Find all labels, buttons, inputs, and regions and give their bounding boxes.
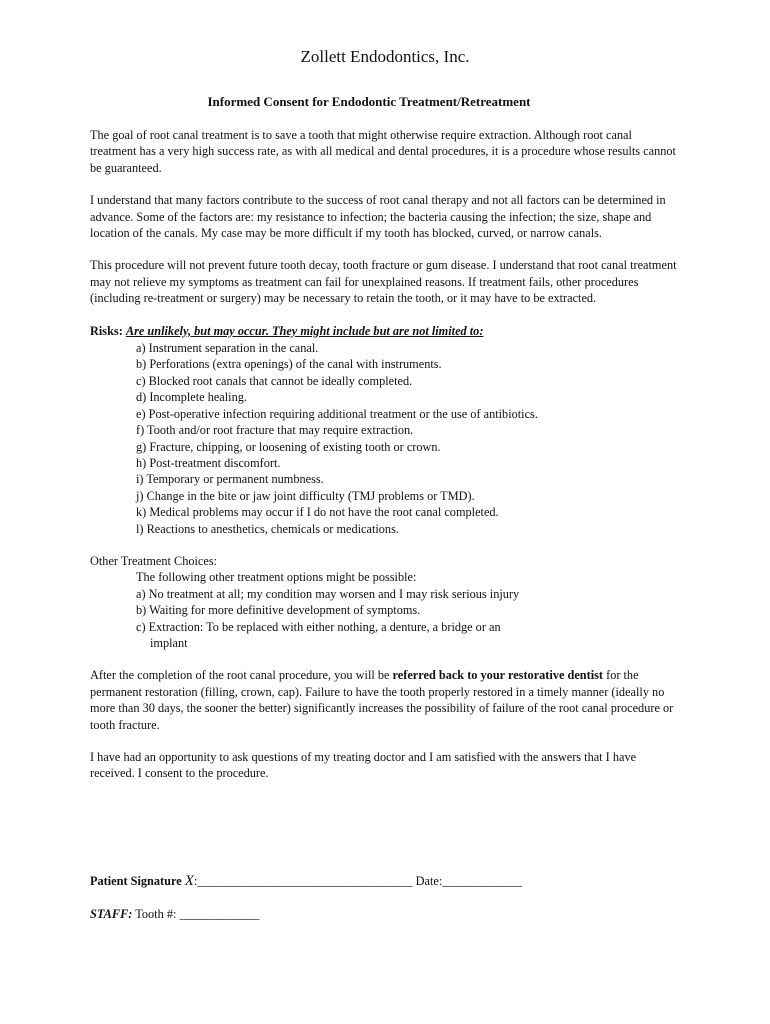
completion-paragraph bbox=[90, 667, 680, 733]
consent-paragraph: I have had an opportunity to ask questions of my treating doctor and I am satisfied with the answers that I have received. I consent to the procedure. bbox=[90, 750, 637, 781]
risk-item: l) Reactions to anesthetics, chemicals or medications. bbox=[136, 521, 399, 536]
other-choices-list bbox=[136, 569, 680, 651]
staff-line bbox=[90, 907, 259, 922]
risk-item: i) Temporary or permanent numbness. bbox=[136, 472, 324, 487]
signature-x-mark: X bbox=[184, 873, 194, 889]
tooth-number-field[interactable]: Tooth #: _____________ bbox=[132, 907, 260, 921]
other-choices-heading: Other Treatment Choices: bbox=[90, 553, 218, 568]
date-field[interactable]: Date:_____________ bbox=[412, 874, 523, 888]
form-body bbox=[90, 127, 680, 798]
risks-heading bbox=[90, 323, 680, 339]
completion-text-before: After the completion of the root canal procedure, you will be bbox=[90, 668, 393, 683]
risk-item: g) Fracture, chipping, or loosening of existing tooth or crown. bbox=[136, 439, 441, 454]
risk-item: f) Tooth and/or root fracture that may require extraction. bbox=[136, 423, 414, 438]
risk-item: a) Instrument separation in the canal. bbox=[136, 341, 319, 356]
other-choices-intro: The following other treatment options might be possible: bbox=[136, 570, 417, 585]
completion-text-after: for the permanent restoration (filling, crown, cap). Failure to have the tooth properly restored in a timely manner (ideally no more than 30 days, the sooner the better) significantly increases the possibility of failure of the root canal procedure or tooth fracture. bbox=[90, 668, 674, 732]
patient-signature-line[interactable] bbox=[90, 873, 522, 890]
risk-item: e) Post-operative infection requiring additional treatment or the use of antibiotics. bbox=[136, 406, 538, 421]
risk-item: k) Medical problems may occur if I do not have the root canal completed. bbox=[136, 505, 499, 520]
patient-signature-label: Patient Signature bbox=[90, 874, 182, 888]
choice-item: b) Waiting for more definitive development of symptoms. bbox=[136, 603, 421, 618]
document-title: Informed Consent for Endodontic Treatment/Retreatment bbox=[207, 94, 531, 109]
staff-label: STAFF: bbox=[90, 907, 133, 921]
risk-item: b) Perforations (extra openings) of the canal with instruments. bbox=[136, 357, 442, 372]
risk-item: c) Blocked root canals that cannot be ideally completed. bbox=[136, 373, 413, 388]
risk-item: j) Change in the bite or jaw joint difficulty (TMJ problems or TMD). bbox=[136, 488, 475, 503]
risk-item: d) Incomplete healing. bbox=[136, 390, 247, 405]
signature-blank[interactable]: :___________________________________ bbox=[193, 874, 413, 888]
factors-paragraph: I understand that many factors contribute to the success of root canal therapy and not all factors can be determined in advance. Some of the factors are: my resistance to infection; the bacteria causing the infection; the size, shape and location of the canals. My case may be more difficult if my tooth has blocked, curved, or narrow canals. bbox=[90, 193, 666, 241]
company-name: Zollett Endodontics, Inc. bbox=[300, 47, 470, 66]
prevention-paragraph: This procedure will not prevent future tooth decay, tooth fracture or gum disease. I understand that root canal treatment may not relieve my symptoms as treatment can fail for unexplained reasons. If treatment fails, other procedures (including re-treatment or surgery) may be necessary to retain the tooth, or it may have to be extracted. bbox=[90, 258, 677, 306]
choice-item: c) Extraction: To be replaced with either nothing, a denture, a bridge or an implant bbox=[136, 619, 501, 650]
completion-referral-emphasis: referred back to your restorative dentist bbox=[392, 668, 604, 683]
risks-list bbox=[136, 340, 680, 537]
goal-paragraph: The goal of root canal treatment is to save a tooth that might otherwise require extraction. Although root canal treatment has a very high success rate, as with all medical and dental procedures, it is a procedure whose results cannot be guaranteed. bbox=[90, 128, 676, 175]
choice-item: a) No treatment at all; my condition may worsen and I may risk serious injury bbox=[136, 586, 520, 601]
risks-qualifier: Are unlikely, but may occur. They might include but are not limited to: bbox=[125, 323, 484, 338]
risks-label: Risks: bbox=[90, 323, 123, 338]
risk-item: h) Post-treatment discomfort. bbox=[136, 455, 281, 470]
